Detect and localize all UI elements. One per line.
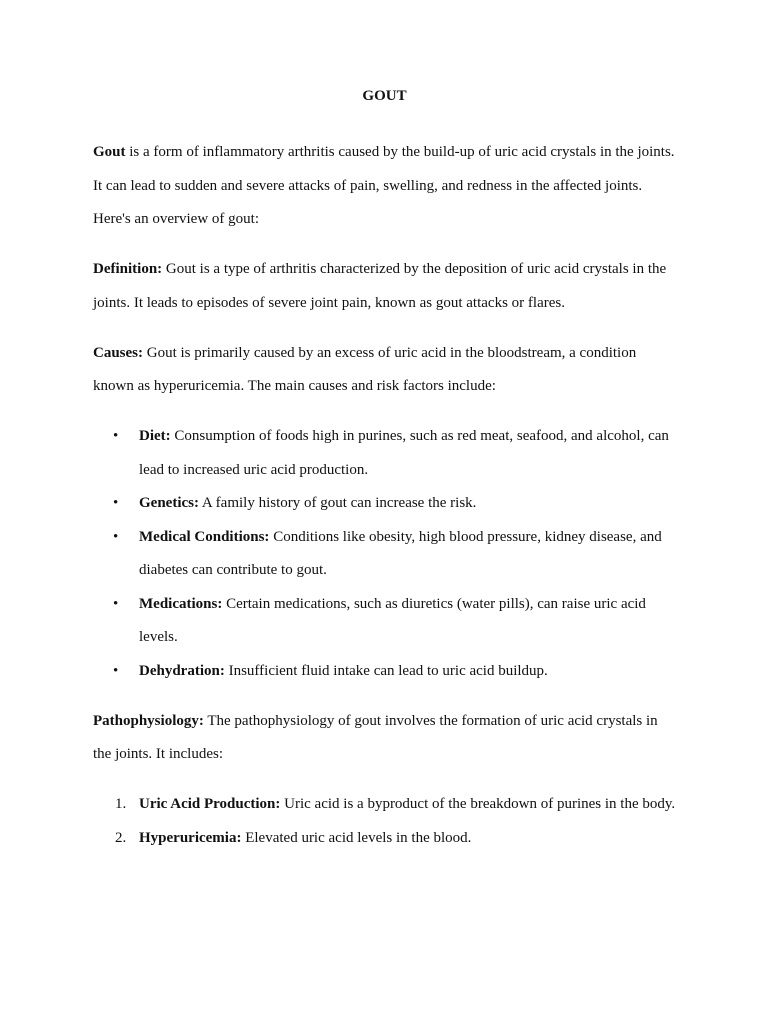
list-item — [93, 655, 676, 689]
pathophysiology-label: Pathophysiology: — [93, 712, 204, 729]
pathophysiology-list — [93, 788, 676, 855]
page-title: GOUT — [362, 88, 407, 104]
list-item-label: Dehydration: — [139, 662, 225, 679]
list-item-label: Hyperuricemia: — [139, 829, 242, 846]
list-item-text: Conditions like obesity, high blood pressure, kidney disease, and diabetes can contribute to gout. — [139, 528, 662, 578]
bullet-marker: • — [113, 595, 119, 612]
list-item-label: Genetics: — [139, 495, 199, 511]
pathophysiology-text: The pathophysiology of gout involves the formation of uric acid crystals in the joints. It includes: — [93, 712, 658, 762]
bullet-marker: • — [113, 495, 119, 511]
definition-label: Definition: — [93, 261, 163, 277]
list-item-text: Consumption of foods high in purines, such as red meat, seafood, and alcohol, can lead to increased uric acid production. — [139, 428, 669, 478]
list-item — [93, 588, 676, 655]
list-item-label: Medical Conditions: — [139, 528, 270, 545]
causes-list — [93, 420, 676, 688]
number-marker: 1. — [115, 796, 127, 812]
list-item — [93, 822, 676, 856]
list-item — [93, 788, 676, 822]
number-marker: 2. — [115, 829, 127, 846]
list-item-text: Insufficient fluid intake can lead to uric acid buildup. — [224, 662, 548, 679]
causes-paragraph — [93, 337, 676, 404]
intro-text: is a form of inflammatory arthritis caused by the build-up of uric acid crystals in the joints. It can lead to sudden and severe attacks of pain, swelling, and redness in the affected joints. Here's an overview of gout: — [93, 144, 675, 227]
list-item-label: Uric Acid Production: — [139, 796, 281, 812]
list-item-text: Elevated uric acid levels in the blood. — [241, 829, 472, 846]
list-item — [93, 521, 676, 588]
list-item — [93, 487, 676, 521]
list-item-label: Diet: — [139, 428, 171, 444]
list-item — [93, 420, 676, 487]
bullet-marker: • — [113, 528, 119, 545]
intro-term: Gout — [93, 144, 126, 160]
causes-label: Causes: — [93, 344, 144, 361]
bullet-marker: • — [113, 428, 119, 444]
intro-paragraph — [93, 136, 676, 237]
definition-text: Gout is a type of arthritis characterized by the deposition of uric acid crystals in the joints. It leads to episodes of severe joint pain, known as gout attacks or flares. — [93, 261, 667, 311]
definition-paragraph — [93, 253, 676, 320]
causes-text: Gout is primarily caused by an excess of uric acid in the bloodstream, a condition known as hyperuricemia. The main causes and risk factors include: — [93, 344, 637, 394]
list-item-label: Medications: — [139, 595, 223, 612]
pathophysiology-paragraph — [93, 705, 676, 772]
list-item-text: Uric acid is a byproduct of the breakdown of purines in the body. — [280, 796, 676, 812]
list-item-text: Certain medications, such as diuretics (water pills), can raise uric acid levels. — [139, 595, 646, 645]
bullet-marker: • — [113, 662, 119, 679]
list-item-text: A family history of gout can increase the risk. — [198, 495, 477, 511]
